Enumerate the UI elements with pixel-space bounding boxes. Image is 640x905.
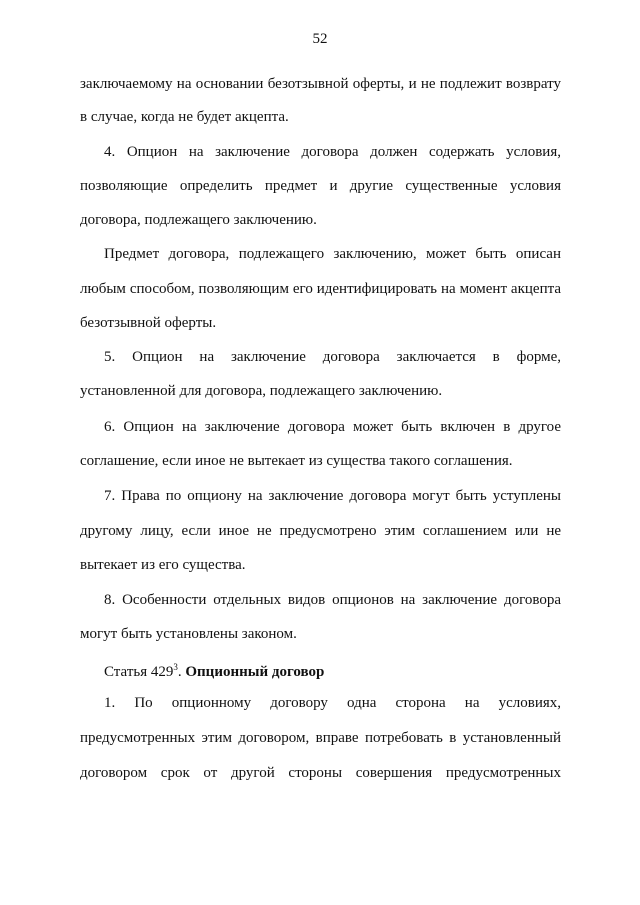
text-line: могут быть установлены законом.	[80, 626, 297, 642]
article-superscript: 3	[173, 662, 178, 672]
article-title: Опционный договор	[185, 664, 325, 680]
text-line: соглашение, если иное не вытекает из существа такого соглашения.	[80, 453, 513, 469]
text-line: 6. Опцион на заключение договора может быть включен в другое	[104, 419, 561, 435]
text-line: другому лицу, если иное не предусмотрено этим соглашением или не	[80, 523, 561, 539]
article-separator: .	[177, 664, 186, 680]
article-heading	[104, 657, 324, 682]
text-line: договором срок от другой стороны совершения предусмотренных	[80, 765, 561, 781]
text-line: вытекает из его существа.	[80, 557, 246, 573]
text-line: любым способом, позволяющим его идентифицировать на момент акцепта	[80, 281, 561, 297]
text-line: 5. Опцион на заключение договора заключается в форме,	[104, 349, 561, 365]
text-line: позволяющие определить предмет и другие существенные условия	[80, 178, 561, 194]
text-line: заключаемому на основании безотзывной оферты, и не подлежит возврату	[80, 76, 561, 92]
page-number: 52	[312, 31, 328, 47]
article-number: Статья 429	[104, 664, 174, 680]
text-line: договора, подлежащего заключению.	[80, 212, 317, 228]
text-line: 8. Особенности отдельных видов опционов на заключение договора	[104, 592, 561, 608]
text-line: безотзывной оферты.	[80, 315, 217, 331]
text-line: Предмет договора, подлежащего заключению, может быть описан	[104, 246, 561, 262]
text-line: 7. Права по опциону на заключение договора могут быть уступлены	[104, 488, 561, 504]
text-line: установленной для договора, подлежащего заключению.	[80, 383, 443, 399]
text-line: в случае, когда не будет акцепта.	[80, 109, 289, 125]
text-line: 4. Опцион на заключение договора должен содержать условия,	[104, 144, 561, 160]
text-line: предусмотренных этим договором, вправе потребовать в установленный	[80, 730, 561, 746]
text-line: 1. По опционному договору одна сторона на условиях,	[104, 695, 561, 711]
